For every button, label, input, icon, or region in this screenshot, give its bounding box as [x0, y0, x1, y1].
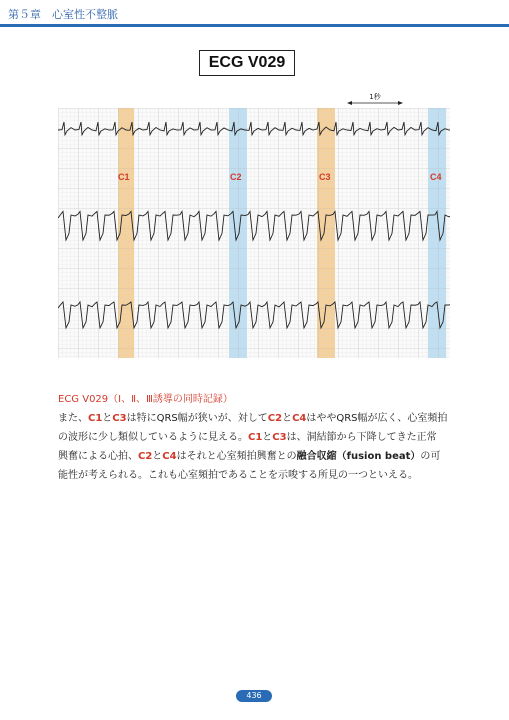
- page-header: [0, 0, 509, 28]
- beat-label-c4: C4: [430, 172, 442, 182]
- caption-text: の可: [420, 451, 441, 462]
- ecg-tracing: [58, 108, 450, 358]
- ref-c4: C4: [162, 451, 177, 462]
- beat-label-c3: C3: [319, 172, 331, 182]
- ecg-strip: [58, 108, 450, 358]
- term-fusion-beat: 融合収縮（fusion beat）: [296, 451, 421, 462]
- caption-text: と: [152, 451, 163, 462]
- caption-text: はややQRS幅が広く、心室頻拍: [306, 413, 448, 424]
- caption-text: 能性が考えられる。これも心室頻拍であることを示唆する所見の一つといえる。: [58, 470, 418, 481]
- ecg-grid: [58, 108, 450, 358]
- caption-line-3: [58, 447, 458, 466]
- caption-line-1: [58, 409, 458, 428]
- time-scale-bar: [346, 92, 404, 106]
- ref-c3: C3: [112, 413, 127, 424]
- caption-text: と: [262, 432, 273, 443]
- time-scale-label: 1秒: [369, 93, 381, 101]
- caption-text: はそれと心室頻拍興奮との: [176, 451, 297, 462]
- caption-text: と: [102, 413, 113, 424]
- header-rule: [0, 24, 509, 27]
- caption-text: の波形に少し類似しているように見える。: [58, 432, 248, 443]
- ref-c4: C4: [292, 413, 307, 424]
- caption-line-4: [58, 466, 458, 485]
- caption-text: と: [282, 413, 293, 424]
- beat-label-c2: C2: [230, 172, 242, 182]
- figure-caption: [58, 390, 458, 485]
- page-number: 436: [236, 690, 272, 702]
- caption-line-2: [58, 428, 458, 447]
- caption-text: また、: [58, 413, 88, 424]
- caption-title: ECG V029（Ⅰ、Ⅱ、Ⅲ誘導の同時記録）: [58, 394, 233, 405]
- ref-c1: C1: [88, 413, 103, 424]
- ref-c1: C1: [248, 432, 263, 443]
- chapter-title: 第５章 心室性不整脈: [8, 8, 118, 21]
- beat-label-c1: C1: [118, 172, 130, 182]
- caption-text: 興奮による心拍、: [58, 451, 138, 462]
- caption-text: は、洞結節から下降してきた正常: [286, 432, 437, 443]
- ref-c3: C3: [272, 432, 287, 443]
- figure-title: ECG V029: [199, 50, 295, 76]
- ref-c2: C2: [138, 451, 153, 462]
- caption-text: は特にQRS幅が狭いが、対して: [126, 413, 268, 424]
- ref-c2: C2: [267, 413, 283, 424]
